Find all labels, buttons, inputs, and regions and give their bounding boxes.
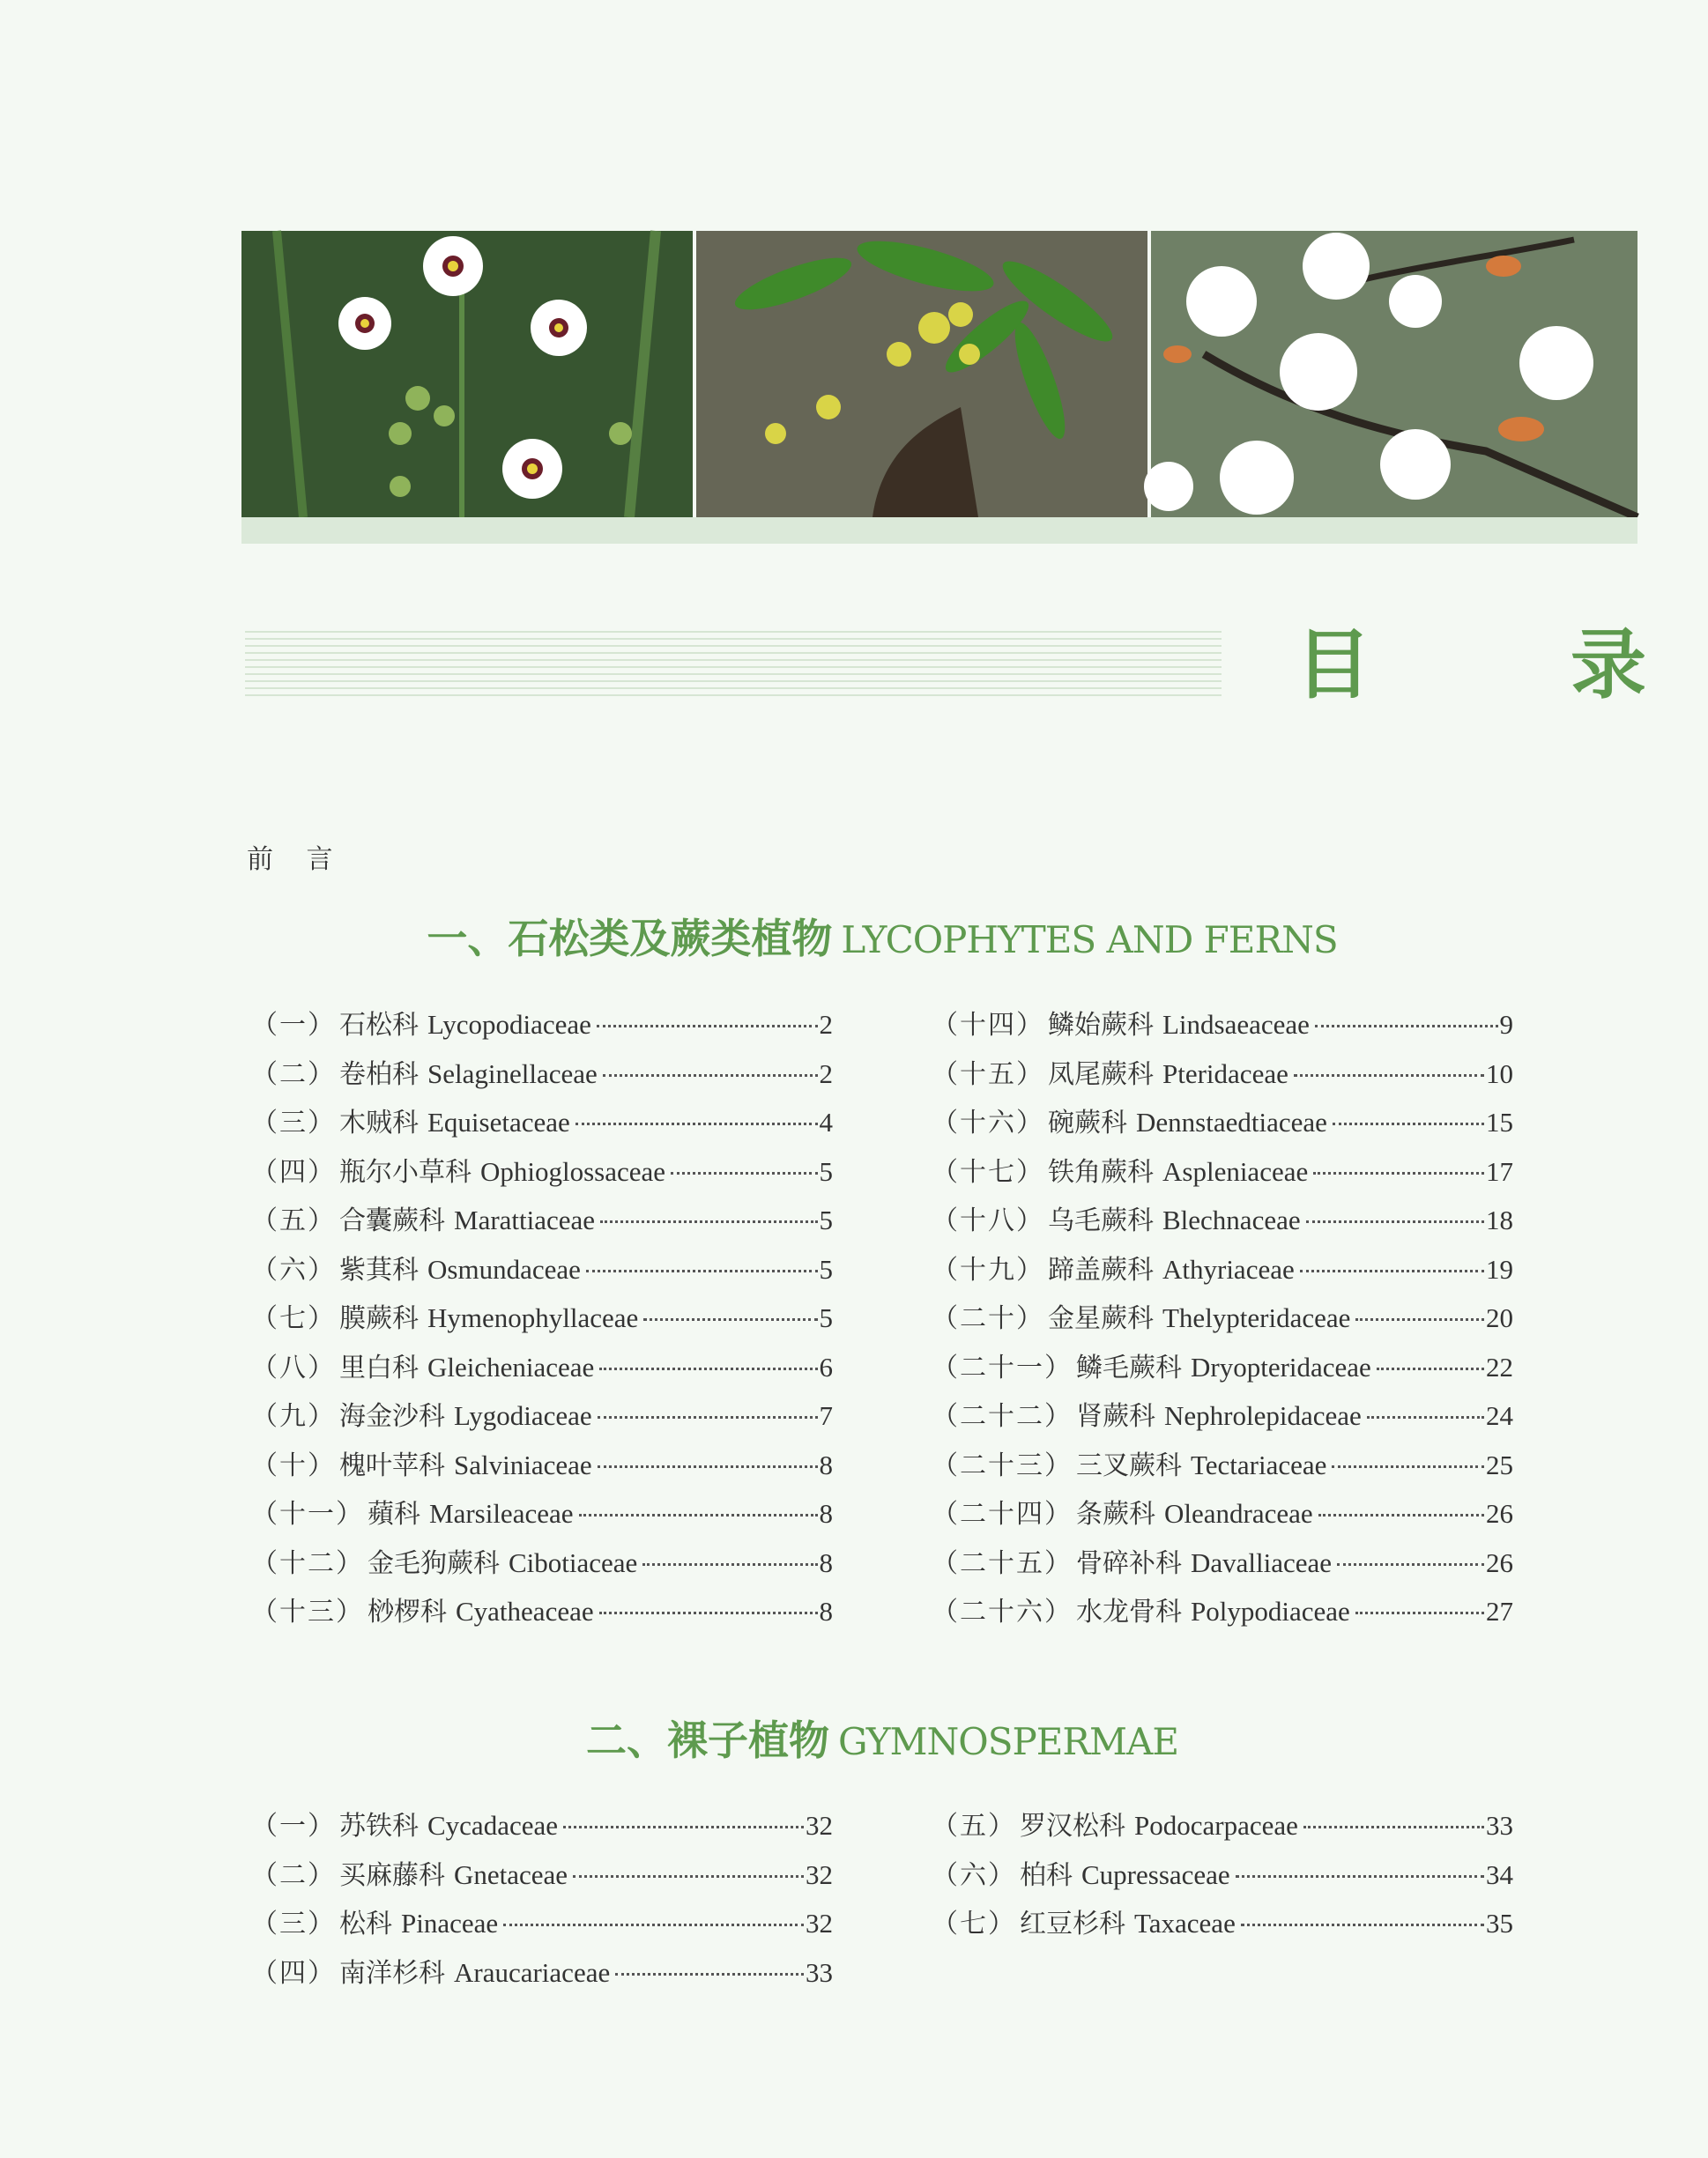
toc-entry-family-latin: Hymenophyllaceae	[427, 1302, 639, 1333]
toc-entry-number: （十九）	[932, 1254, 1044, 1286]
toc-entry-family-latin: Podocarpaceae	[1134, 1810, 1298, 1841]
toc-entry-leader	[1303, 1826, 1484, 1828]
toc-entry-family-latin: Blechnaceae	[1162, 1205, 1301, 1235]
toc-entry-family-cn: 苏铁科	[339, 1811, 419, 1842]
toc-entry-family-cn: 鳞始蕨科	[1048, 1010, 1154, 1041]
toc-entry-number: （十四）	[932, 1010, 1044, 1041]
toc-entry-family-cn: 水龙骨科	[1076, 1597, 1182, 1628]
toc-entry-number: （一）	[251, 1010, 336, 1041]
toc-entry-number: （四）	[251, 1156, 336, 1188]
toc-entry-number: （二十）	[932, 1303, 1044, 1334]
toc-entry[interactable]	[932, 1052, 1513, 1101]
toc-entry-number: （十七）	[932, 1156, 1044, 1188]
toc-entry-leader	[1377, 1368, 1484, 1370]
toc-entry[interactable]	[932, 1804, 1513, 1853]
toc-entry[interactable]	[932, 1248, 1513, 1297]
toc-entry-page: 8	[819, 1596, 833, 1627]
page-title: 目 录	[1296, 621, 1708, 709]
toc-entry-number: （六）	[251, 1254, 336, 1286]
toc-entry-page: 17	[1486, 1155, 1513, 1187]
toc-entry-number: （二十一）	[932, 1352, 1073, 1383]
toc-entry-page: 32	[806, 1908, 833, 1939]
toc-entry[interactable]	[251, 1296, 833, 1346]
section-heading-cn: 一、石松类及蕨类植物	[427, 915, 833, 962]
toc-entry-page: 34	[1486, 1858, 1513, 1890]
toc-entry[interactable]	[932, 1346, 1513, 1395]
toc-entry[interactable]	[932, 1443, 1513, 1493]
toc-entry-page: 10	[1486, 1057, 1513, 1089]
toc-entry-family-latin: Dryopteridaceae	[1191, 1351, 1371, 1383]
toc-entry-family-latin: Pinaceae	[401, 1908, 499, 1939]
toc-entry-leader	[1337, 1563, 1484, 1566]
toc-entry-family-cn: 碗蕨科	[1048, 1108, 1127, 1138]
toc-entry-family-cn: 骨碎补科	[1076, 1547, 1182, 1579]
toc-entry-leader	[573, 1875, 804, 1878]
toc-entry-leader	[1315, 1025, 1498, 1027]
toc-entry-number: （一）	[251, 1811, 336, 1842]
toc-column-right	[932, 1804, 1513, 1951]
toc-entry-leader	[1294, 1074, 1484, 1077]
toc-entry[interactable]	[251, 1492, 833, 1541]
toc-entry-number: （二十四）	[932, 1499, 1073, 1530]
toc-entry-page: 2	[819, 1009, 833, 1040]
toc-entry-leader	[576, 1123, 818, 1125]
toc-entry-page: 33	[1486, 1810, 1513, 1841]
toc-entry-leader	[1306, 1220, 1484, 1223]
toc-entry-family-cn: 膜蕨科	[339, 1303, 419, 1334]
toc-entry-number: （八）	[251, 1352, 336, 1383]
toc-entry-leader	[1355, 1612, 1484, 1614]
toc-entry-family-latin: Ophioglossaceae	[480, 1155, 666, 1187]
toc-entry-number: （九）	[251, 1401, 336, 1432]
toc-entry-family-latin: Athyriaceae	[1162, 1253, 1295, 1285]
toc-entry-page: 20	[1486, 1302, 1513, 1333]
toc-entry-family-latin: Marsileaceae	[429, 1498, 574, 1529]
toc-entry-family-cn: 里白科	[339, 1352, 419, 1383]
toc-entry[interactable]	[932, 1198, 1513, 1248]
toc-entry-page: 6	[819, 1351, 833, 1383]
toc-entry-page: 5	[819, 1253, 833, 1285]
toc-entry-family-cn: 条蕨科	[1076, 1499, 1155, 1530]
toc-entry-family-cn: 南洋杉科	[339, 1957, 445, 1989]
toc-entry-leader	[1333, 1123, 1484, 1125]
toc-entry-family-latin: Equisetaceae	[427, 1107, 570, 1138]
toc-entry-page: 32	[806, 1810, 833, 1841]
toc-entry-family-cn: 铁角蕨科	[1048, 1156, 1154, 1188]
toc-entry-family-cn: 海金沙科	[339, 1401, 445, 1432]
toc-entry-family-latin: Cycadaceae	[427, 1810, 558, 1841]
toc-entry-leader	[503, 1924, 804, 1926]
toc-entry-number: （十五）	[932, 1058, 1044, 1090]
toc-entry-family-latin: Cupressaceae	[1081, 1858, 1230, 1890]
toc-entry-family-latin: Araucariaceae	[454, 1956, 611, 1988]
toc-entry[interactable]	[932, 1541, 1513, 1591]
toc-entry-family-cn: 肾蕨科	[1076, 1401, 1155, 1432]
toc-entry-leader	[671, 1172, 817, 1175]
toc-entry-leader	[563, 1826, 804, 1828]
toc-entry[interactable]	[251, 1443, 833, 1493]
toc-entry-family-cn: 红豆杉科	[1020, 1909, 1125, 1939]
toc-entry-number: （二十二）	[932, 1401, 1073, 1432]
toc-entry-family-cn: 金毛狗蕨科	[368, 1547, 500, 1579]
toc-entry-family-latin: Marattiaceae	[454, 1205, 596, 1235]
toc-entry-number: （二十六）	[932, 1597, 1073, 1628]
toc-entry-page: 2	[819, 1057, 833, 1089]
toc-entry-family-latin: Dennstaedtiaceae	[1136, 1107, 1327, 1138]
photo-dendrobium-orchid	[696, 231, 1147, 517]
toc-entry-leader	[1367, 1416, 1484, 1419]
toc-entry[interactable]	[251, 1052, 833, 1101]
toc-entry-family-latin: Nephrolepidaceae	[1164, 1400, 1362, 1431]
toc-entry-leader	[598, 1416, 818, 1419]
toc-entry-family-cn: 柏科	[1020, 1859, 1073, 1891]
toc-entry[interactable]	[932, 1853, 1513, 1902]
toc-entry-family-latin: Lindsaeaceae	[1162, 1009, 1310, 1040]
section-heading-gymnospermae	[0, 1709, 1637, 1781]
toc-entry-leader	[1236, 1875, 1484, 1878]
toc-entry[interactable]	[932, 1902, 1513, 1951]
toc-entry-family-cn: 鳞毛蕨科	[1076, 1352, 1182, 1383]
toc-entry-family-latin: Gleicheniaceae	[427, 1351, 595, 1383]
toc-entry-number: （四）	[251, 1957, 336, 1989]
toc-entry-family-latin: Lycopodiaceae	[427, 1009, 591, 1040]
toc-entry-page: 8	[819, 1546, 833, 1578]
toc-entry-leader	[586, 1270, 818, 1272]
toc-entry-family-latin: Cyatheaceae	[456, 1596, 594, 1627]
toc-entry-family-latin: Osmundaceae	[427, 1253, 581, 1285]
toc-entry-page: 25	[1486, 1449, 1513, 1480]
toc-entry-page: 33	[806, 1956, 833, 1988]
toc-entry-number: （六）	[932, 1859, 1016, 1891]
toc-entry-page: 24	[1486, 1400, 1513, 1431]
toc-entry-family-cn: 木贼科	[339, 1108, 419, 1138]
toc-entry-number: （三）	[251, 1108, 336, 1138]
toc-entry[interactable]	[932, 1150, 1513, 1199]
toc-entry-number: （十三）	[251, 1597, 364, 1628]
toc-entry-family-cn: 罗汉松科	[1020, 1811, 1125, 1842]
toc-entry[interactable]	[251, 1951, 833, 2000]
toc-entry-number: （十八）	[932, 1205, 1044, 1236]
toc-entry-family-cn: 石松科	[339, 1010, 419, 1041]
toc-entry-page: 5	[819, 1302, 833, 1333]
toc-entry[interactable]	[251, 1198, 833, 1248]
toc-entry[interactable]	[251, 1150, 833, 1199]
toc-entry-family-latin: Oleandraceae	[1164, 1498, 1313, 1529]
toc-entry-family-cn: 凤尾蕨科	[1048, 1058, 1154, 1090]
section-heading-en: LYCOPHYTES AND FERNS	[841, 918, 1338, 961]
toc-entry-page: 7	[819, 1400, 833, 1431]
toc-entry-leader	[597, 1025, 818, 1027]
toc-column-right	[932, 1003, 1513, 1639]
toc-entry-page: 32	[806, 1858, 833, 1890]
toc-entry-number: （二十五）	[932, 1547, 1073, 1579]
toc-entry-page: 5	[819, 1205, 833, 1235]
toc-entry-number: （七）	[251, 1303, 336, 1334]
toc-entry-page: 5	[819, 1155, 833, 1187]
photo-sagittaria-flowers	[241, 231, 693, 517]
toc-entry-family-cn: 卷柏科	[339, 1058, 419, 1090]
toc-entry-leader	[1318, 1514, 1484, 1517]
toc-entry-number: （十二）	[251, 1547, 364, 1579]
toc-entry-page: 26	[1486, 1498, 1513, 1529]
toc-entry-page: 9	[1499, 1009, 1513, 1040]
toc-entry-leader	[1300, 1270, 1484, 1272]
toc-entry[interactable]	[932, 1394, 1513, 1443]
toc-preface[interactable]: 前 言	[247, 844, 345, 875]
header-green-band	[241, 517, 1637, 544]
toc-entry-family-cn: 桫椤科	[368, 1597, 447, 1628]
section-heading-en: GYMNOSPERMAE	[837, 1720, 1179, 1763]
section-heading-lycophytes-ferns	[0, 908, 1637, 979]
toc-entry-family-latin: Pteridaceae	[1162, 1057, 1288, 1089]
toc-entry[interactable]	[932, 1492, 1513, 1541]
toc-entry-page: 8	[819, 1449, 833, 1480]
section-heading-cn: 二、裸子植物	[585, 1717, 829, 1764]
toc-entry[interactable]	[251, 1346, 833, 1395]
toc-entry-leader	[599, 1612, 818, 1614]
toc-entry-family-latin: Salviniaceae	[454, 1449, 592, 1480]
toc-entry-family-cn: 瓶尔小草科	[339, 1156, 472, 1188]
toc-entry-page: 22	[1486, 1351, 1513, 1383]
toc-entry-leader	[615, 1973, 804, 1976]
toc-entry-family-latin: Taxaceae	[1134, 1908, 1236, 1939]
toc-entry-family-latin: Lygodiaceae	[454, 1400, 592, 1431]
toc-entry[interactable]	[251, 1541, 833, 1591]
toc-entry-family-cn: 槐叶苹科	[339, 1450, 445, 1481]
toc-entry-number: （十）	[251, 1450, 336, 1481]
toc-entry[interactable]	[932, 1101, 1513, 1150]
toc-entry-leader	[1332, 1465, 1484, 1468]
toc-entry[interactable]	[251, 1003, 833, 1052]
toc-entry[interactable]	[932, 1296, 1513, 1346]
toc-entry-number: （七）	[932, 1909, 1016, 1939]
toc-entry-leader	[1241, 1924, 1484, 1926]
toc-entry-number: （十六）	[932, 1108, 1044, 1138]
toc-entry-leader	[1355, 1318, 1484, 1321]
toc-entry-number: （五）	[932, 1811, 1016, 1842]
toc-entry-page: 15	[1486, 1107, 1513, 1138]
toc-entry-page: 19	[1486, 1253, 1513, 1285]
toc-entry[interactable]	[932, 1590, 1513, 1639]
toc-entry-number: （五）	[251, 1205, 336, 1236]
toc-entry-family-latin: Gnetaceae	[454, 1858, 568, 1890]
toc-entry-leader	[643, 1318, 817, 1321]
toc-column-left	[251, 1804, 833, 1999]
toc-entry[interactable]	[251, 1394, 833, 1443]
toc-entry-page: 27	[1486, 1596, 1513, 1627]
toc-entry-family-cn: 买麻藤科	[339, 1859, 445, 1891]
toc-entry-number: （二）	[251, 1058, 336, 1090]
toc-entry-family-cn: 三叉蕨科	[1076, 1450, 1182, 1481]
toc-column-left	[251, 1003, 833, 1639]
toc-entry[interactable]	[251, 1853, 833, 1902]
photo-pear-blossoms	[1151, 231, 1637, 517]
toc-entry[interactable]	[251, 1804, 833, 1853]
toc-entry-page: 18	[1486, 1205, 1513, 1235]
toc-entry[interactable]	[251, 1902, 833, 1951]
toc-entry-leader	[642, 1563, 817, 1566]
header-photo-strip	[241, 231, 1637, 517]
toc-entry-family-cn: 乌毛蕨科	[1048, 1205, 1154, 1236]
toc-entry-leader	[579, 1514, 818, 1517]
toc-entry-family-latin: Cibotiaceae	[509, 1546, 638, 1578]
toc-entry[interactable]	[932, 1003, 1513, 1052]
toc-entry-leader	[603, 1074, 818, 1077]
toc-entry-family-cn: 蘋科	[368, 1499, 420, 1530]
toc-entry-family-latin: Selaginellaceae	[427, 1057, 598, 1089]
toc-entry[interactable]	[251, 1590, 833, 1639]
toc-entry-leader	[599, 1368, 817, 1370]
toc-entry[interactable]	[251, 1101, 833, 1150]
toc-entry-family-latin: Polypodiaceae	[1191, 1596, 1350, 1627]
toc-entry-leader	[600, 1220, 817, 1223]
title-decorative-lines	[245, 631, 1222, 701]
toc-entry-page: 8	[819, 1498, 833, 1529]
toc-entry-number: （十一）	[251, 1499, 364, 1530]
toc-entry-family-cn: 松科	[339, 1909, 392, 1939]
toc-entry-family-cn: 紫萁科	[339, 1254, 419, 1286]
toc-entry-page: 35	[1486, 1908, 1513, 1939]
toc-entry-number: （三）	[251, 1909, 336, 1939]
toc-entry-family-latin: Davalliaceae	[1191, 1546, 1333, 1578]
toc-entry-family-latin: Thelypteridaceae	[1162, 1302, 1351, 1333]
toc-entry-leader	[1313, 1172, 1484, 1175]
toc-entry[interactable]	[251, 1248, 833, 1297]
toc-entry-leader	[598, 1465, 818, 1468]
toc-entry-family-cn: 蹄盖蕨科	[1048, 1254, 1154, 1286]
toc-entry-family-latin: Aspleniaceae	[1162, 1155, 1309, 1187]
toc-entry-number: （二）	[251, 1859, 336, 1891]
toc-entry-family-latin: Tectariaceae	[1191, 1449, 1327, 1480]
toc-entry-family-cn: 金星蕨科	[1048, 1303, 1154, 1334]
toc-entry-family-cn: 合囊蕨科	[339, 1205, 445, 1236]
toc-entry-number: （二十三）	[932, 1450, 1073, 1481]
toc-entry-page: 26	[1486, 1546, 1513, 1578]
toc-entry-page: 4	[819, 1107, 833, 1138]
